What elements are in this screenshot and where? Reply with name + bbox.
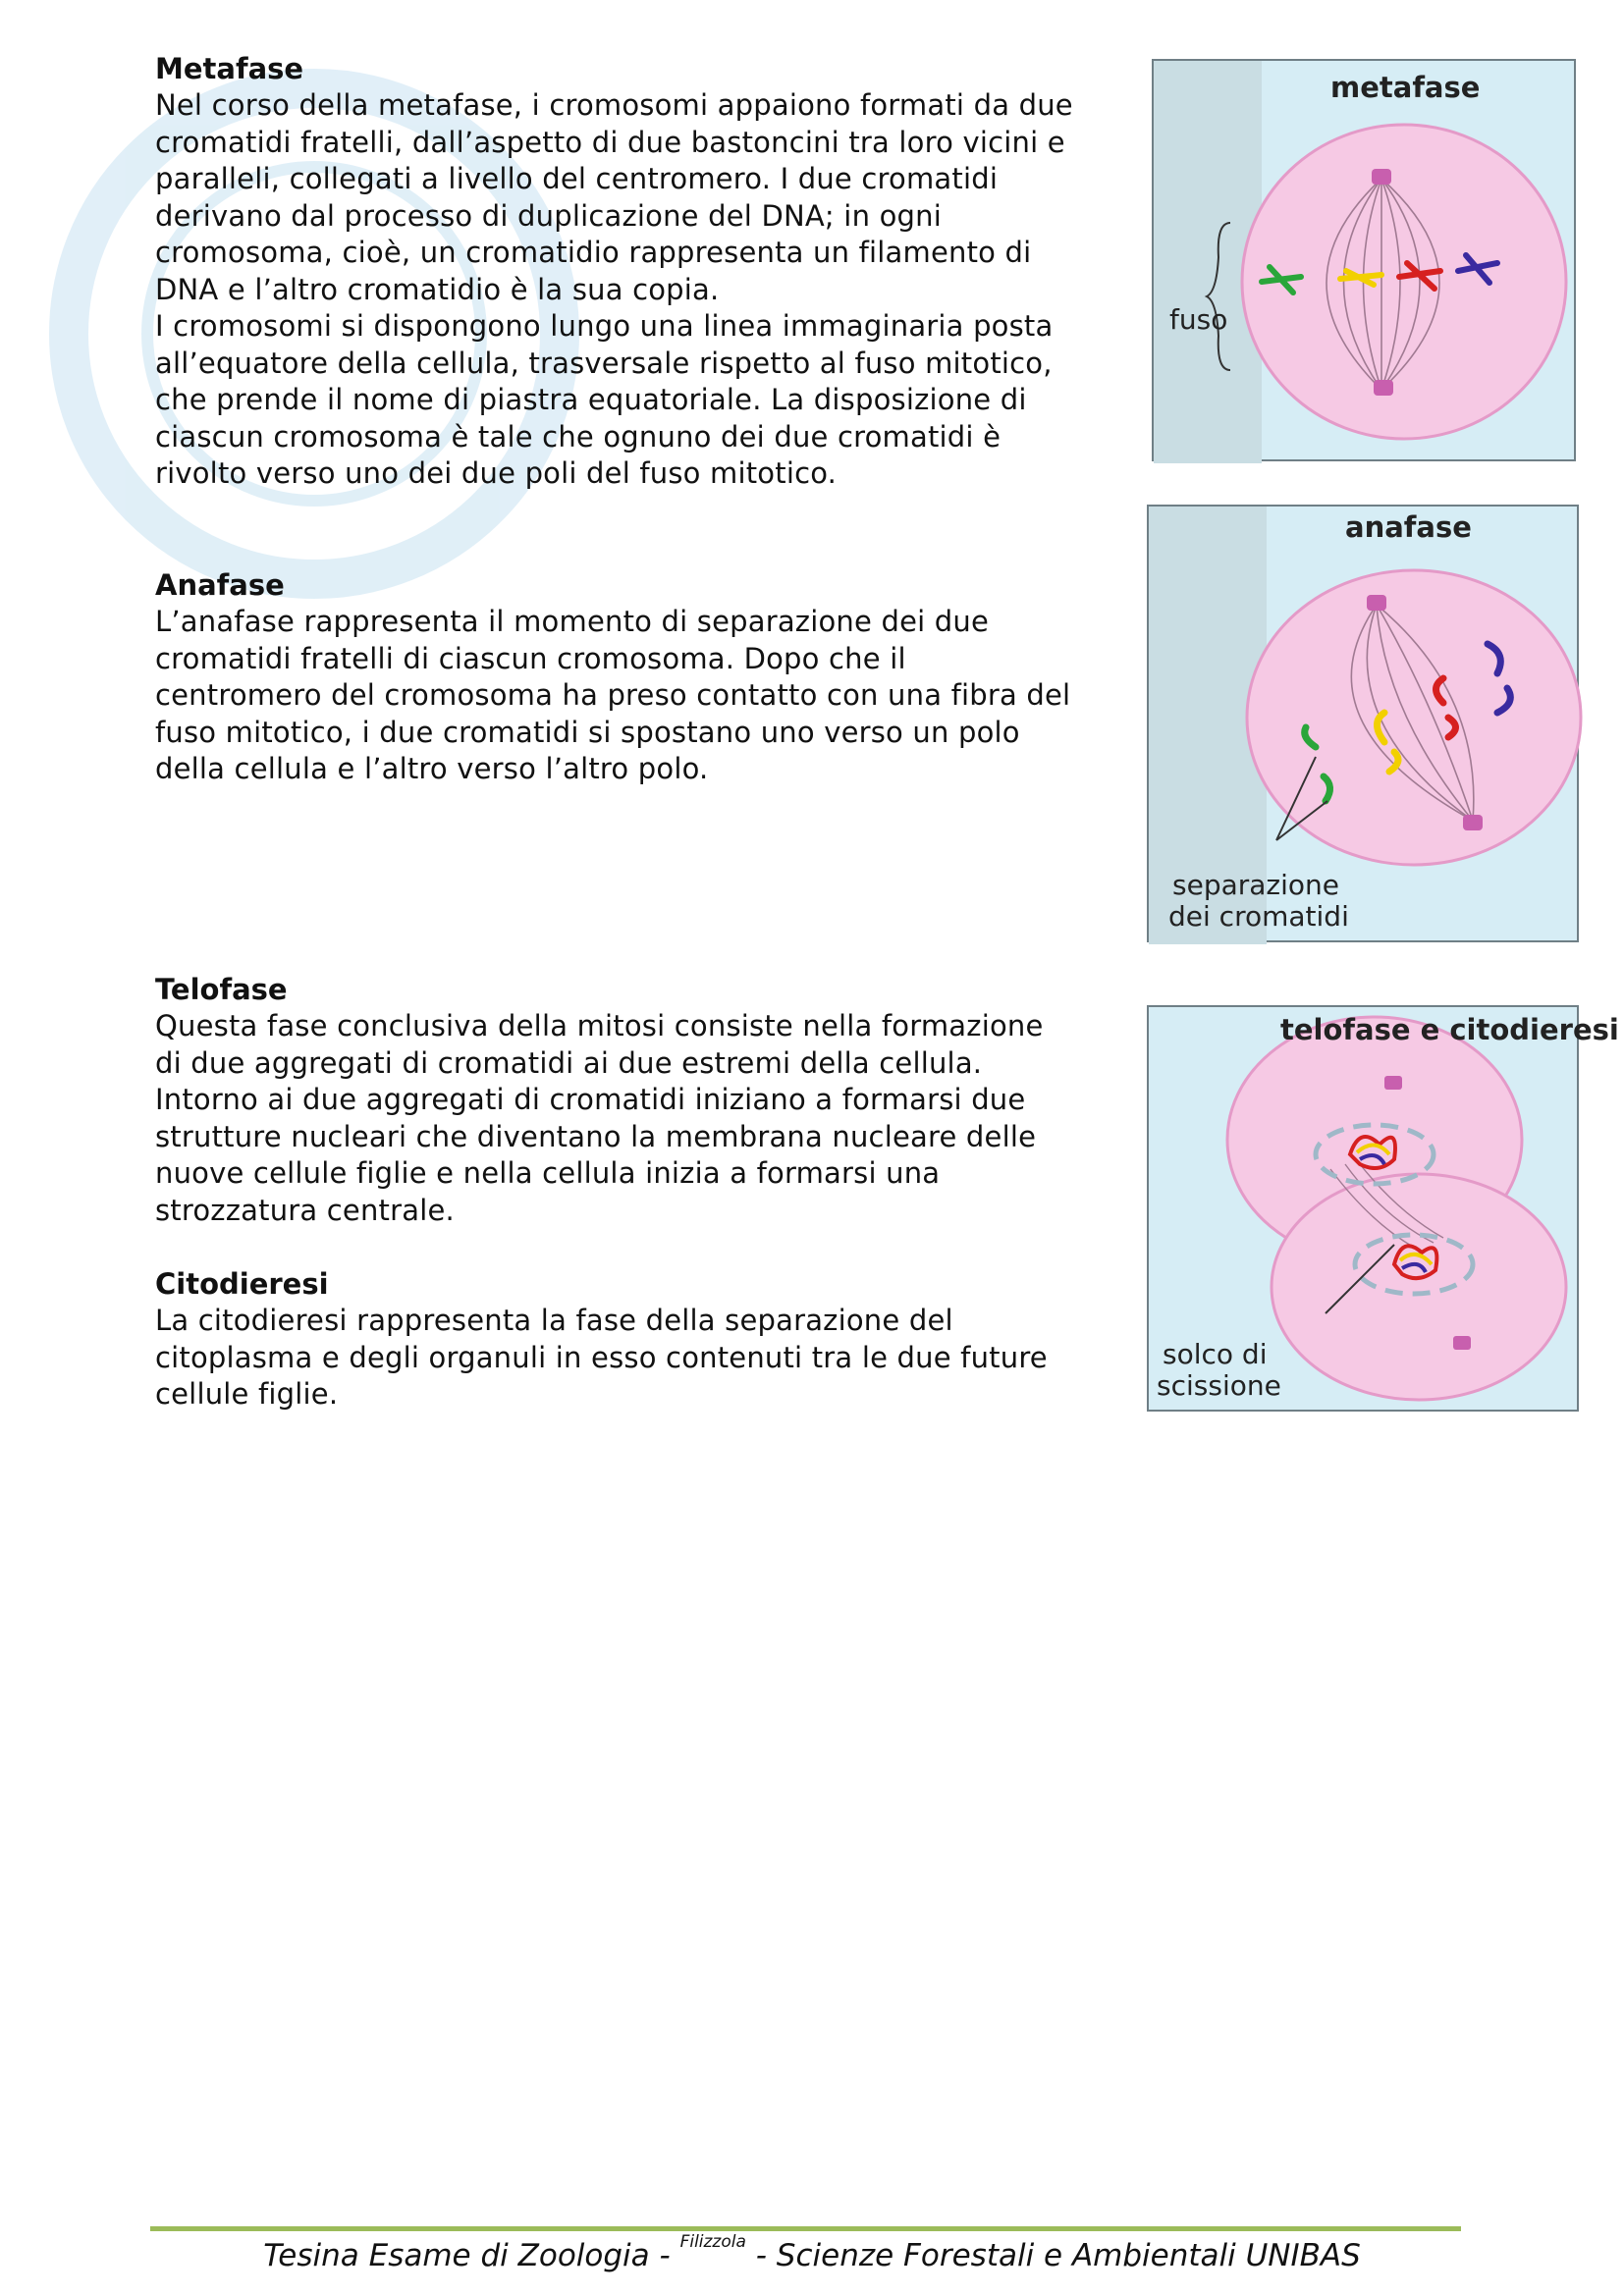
paragraph-line: paralleli, collegati a livello del centromero. I due cromatidi (155, 162, 999, 195)
paragraph-line: all’equatore della cellula, trasversale rispetto al fuso mitotico, (155, 346, 1053, 380)
section-heading: Metafase (155, 52, 304, 85)
figure-telofase (1147, 1005, 1619, 1412)
paragraph-line: derivano dal processo di duplicazione del DNA; in ogni (155, 198, 942, 233)
paragraph-line: DNA e l’altro cromatidio è la sua copia. (155, 272, 720, 306)
section-heading: Citodieresi (155, 1267, 329, 1301)
paragraph-line: Intorno ai due aggregati di cromatidi iniziano a formarsi due (155, 1083, 1026, 1116)
figure-title: telofase e citodieresi (1280, 1013, 1619, 1046)
paragraph-line: rivolto verso uno dei due poli del fuso mitotico. (155, 456, 838, 490)
paragraph-line: centromero del cromosoma ha preso contatto con una fibra del (155, 678, 1071, 712)
section-heading: Anafase (155, 568, 285, 602)
page-footer (0, 2232, 1624, 2273)
section-heading: Telofase (155, 973, 288, 1006)
paragraph-line: citoplasma e degli organuli in esso contenuti tra le due future (155, 1340, 1048, 1374)
figure-label: separazione (1172, 869, 1339, 901)
section-metafase (155, 51, 1127, 493)
figure-title: anafase (1345, 510, 1472, 544)
footer-left-text: Tesina Esame di Zoologia - (263, 2238, 680, 2273)
paragraph-line: cromatidi fratelli, dall’aspetto di due bastoncini tra loro vicini e (155, 125, 1065, 159)
paragraph-line: nuove cellule figlie e nella cellula inizia a formarsi una (155, 1156, 941, 1190)
paragraph-line: L’anafase rappresenta il momento di separazione dei due (155, 605, 990, 638)
paragraph-line: di due aggregati di cromatidi ai due estremi della cellula. (155, 1045, 983, 1080)
paragraph-line: I cromosomi si dispongono lungo una linea immaginaria posta (155, 309, 1054, 343)
figure-metafase (1152, 59, 1576, 461)
paragraph-line: cellule figlie. (155, 1377, 339, 1411)
section-telofase (155, 972, 1127, 1229)
footer-divider (150, 2226, 1461, 2231)
paragraph-line: strutture nucleari che diventano la membrana nucleare delle (155, 1119, 1037, 1153)
figure-label: dei cromatidi (1168, 900, 1349, 933)
paragraph-line: cromatidi fratelli di ciascun cromosoma. Dopo che il (155, 641, 906, 675)
paragraph-line: fuso mitotico, i due cromatidi si spostano uno verso un polo (155, 715, 1020, 749)
metaphase-illustration (1154, 61, 1578, 463)
figure-label: scissione (1157, 1369, 1281, 1402)
paragraph-line: che prende il nome di piastra equatoriale. La disposizione di (155, 383, 1027, 416)
figure-anafase (1147, 505, 1579, 942)
paragraph-line: La citodieresi rappresenta la fase della separazione del (155, 1304, 953, 1337)
paragraph-line: della cellula e l’altro verso l’altro polo. (155, 752, 709, 785)
figure-title: metafase (1330, 71, 1481, 104)
paragraph-line: strozzatura centrale. (155, 1193, 455, 1227)
figure-label: fuso (1169, 303, 1228, 336)
figure-label: solco di (1163, 1338, 1268, 1370)
section-citodieresi (155, 1266, 1127, 1414)
paragraph-line: ciascun cromosoma è tale che ognuno dei due cromatidi è (155, 419, 1001, 454)
footer-author: Filizzola (679, 2232, 746, 2252)
paragraph-line: cromosoma, cioè, un cromatidio rappresenta un filamento di (155, 236, 1032, 269)
paragraph-line: Nel corso della metafase, i cromosomi appaiono formati da due (155, 88, 1073, 122)
paragraph-line: Questa fase conclusiva della mitosi consiste nella formazione (155, 1009, 1044, 1042)
footer-right-text: - Scienze Forestali e Ambientali UNIBAS (745, 2238, 1361, 2273)
section-anafase (155, 567, 1127, 788)
